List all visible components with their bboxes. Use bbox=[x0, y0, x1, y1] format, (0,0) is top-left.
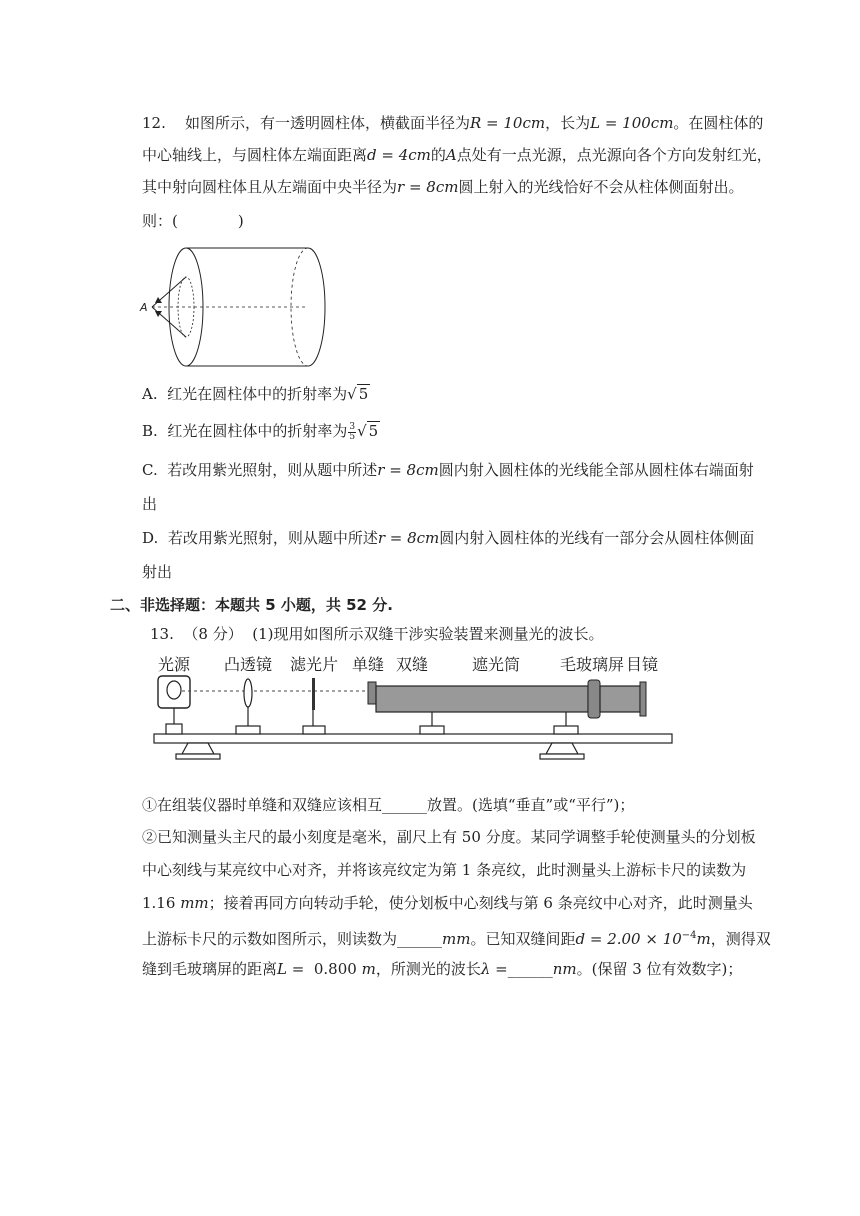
label-filter: 滤光片 bbox=[290, 655, 339, 674]
q13-p2-line-3: 1.16 mm；接着再同方向转动手轮，使分划板中心刻线与第 6 条亮纹中心对齐，此时测量头 bbox=[142, 894, 753, 912]
lens-stand-base bbox=[236, 726, 260, 734]
bench-foot-right bbox=[546, 743, 578, 754]
tube-support-left-base bbox=[420, 726, 444, 734]
q13-p2-line-4: 上游标卡尺的示数如图所示，则读数为______mm。已知双缝间距$d = 2.00 \times 10^{-4}m$，测得双 bbox=[142, 930, 771, 948]
option-a: A. 红光在圆柱体中的折射率为√ 5 bbox=[142, 385, 369, 403]
filter-stand-base bbox=[303, 726, 325, 734]
tube-support-right-base bbox=[554, 726, 578, 734]
left-end-face bbox=[169, 248, 203, 366]
optical-bench bbox=[154, 734, 672, 743]
q12-line-2: 中心轴线上，与圆柱体左端面距离d = 4cm的A点处有一点光源，点光源向各个方向发射红光， bbox=[142, 146, 772, 164]
bench-foot-left bbox=[182, 743, 214, 754]
option-c-line-1: C. 若改用紫光照射，则从题中所述r = 8cm圆内射入圆柱体的光线能全部从圆柱体右端面射 bbox=[142, 461, 754, 479]
right-end-hidden bbox=[291, 248, 308, 366]
label-screen: 毛玻璃屏 bbox=[560, 655, 625, 674]
screen-holder bbox=[588, 680, 600, 718]
cylinder-figure bbox=[138, 244, 338, 370]
q13-header: 13. （8 分） (1)现用如图所示双缝干涉实验装置来测量光的波长。 bbox=[150, 625, 604, 643]
sqrt-5-b: √ 5 bbox=[357, 422, 379, 440]
q12-line-1: 12. 如图所示，有一透明圆柱体，横截面半径为R = 10cm，长为L = 100cm。在圆柱体的 bbox=[142, 114, 764, 132]
fraction-3-5: $\frac{3}{5}$ bbox=[349, 421, 356, 442]
q12-line-3: 其中射向圆柱体且从左端面中央半径为r = 8cm圆上射入的光线恰好不会从柱体侧面射出。 bbox=[142, 178, 744, 196]
entry-circle bbox=[178, 277, 194, 337]
bench-foot-left-base bbox=[176, 754, 220, 759]
label-convex-lens: 凸透镜 bbox=[224, 655, 273, 674]
double-slit-apparatus-figure bbox=[148, 648, 678, 772]
option-d-line-1: D. 若改用紫光照射，则从题中所述r = 8cm圆内射入圆柱体的光线有一部分会从圆柱体侧面 bbox=[142, 529, 755, 547]
filter-plate bbox=[312, 678, 315, 710]
arrow-upper bbox=[155, 297, 162, 303]
shading-tube bbox=[376, 686, 588, 712]
q13-p2-line-1: ②已知测量头主尺的最小刻度是毫米，副尺上有 50 分度。某同学调整手轮使测量头的分划板 bbox=[142, 828, 756, 846]
q13-p1: ①在组装仪器时单缝和双缝应该相互______放置。(选填“垂直”或“平行”)； bbox=[142, 796, 635, 814]
label-single-slit: 单缝 bbox=[352, 655, 385, 674]
label-double-slit: 双缝 bbox=[396, 655, 429, 674]
small-radius-expression: r = 8cm bbox=[397, 178, 459, 196]
q12-number: 12. bbox=[142, 114, 166, 132]
light-stand-base bbox=[166, 724, 182, 734]
q12-line-4: 则：( ) bbox=[142, 212, 244, 230]
q13-number: 13. bbox=[150, 625, 174, 643]
radius-expression: R = 10cm bbox=[469, 114, 546, 132]
eyepiece-tube bbox=[600, 686, 640, 712]
label-light-source: 光源 bbox=[158, 655, 191, 674]
section-2-title: 二、非选择题：本题共 5 小题，共 52 分. bbox=[110, 596, 393, 614]
distance-expression: d = 4cm bbox=[367, 146, 431, 164]
right-end-visible bbox=[308, 248, 325, 366]
convex-lens bbox=[244, 679, 252, 707]
slit-holder bbox=[368, 682, 376, 704]
sqrt-5: √ 5 bbox=[347, 385, 369, 403]
bench-foot-right-base bbox=[540, 754, 584, 759]
arrow-lower bbox=[155, 311, 162, 317]
option-d-line-2: 射出 bbox=[142, 563, 173, 581]
point-a-label: A bbox=[140, 301, 148, 314]
q13-p2-line-2: 中心刻线与某亮纹中心对齐，并将该亮纹定为第 1 条亮纹，此时测量头上游标卡尺的读数为 bbox=[142, 861, 747, 879]
light-bulb bbox=[167, 681, 181, 699]
option-c-line-2: 出 bbox=[142, 495, 158, 513]
label-eyepiece: 目镜 bbox=[626, 655, 659, 674]
eyepiece-end bbox=[640, 682, 646, 716]
option-b: B. 红光在圆柱体中的折射率为 $\frac{3}{5}$ √ 5 bbox=[142, 421, 379, 442]
q13-p2-line-5: 缝到毛玻璃屏的距离L = 0.800 m，所测光的波长λ =______nm。(保留 3 位有效数字)； bbox=[142, 960, 743, 978]
length-expression: L = 100cm bbox=[590, 114, 674, 132]
label-shading-tube: 遮光筒 bbox=[472, 655, 521, 674]
